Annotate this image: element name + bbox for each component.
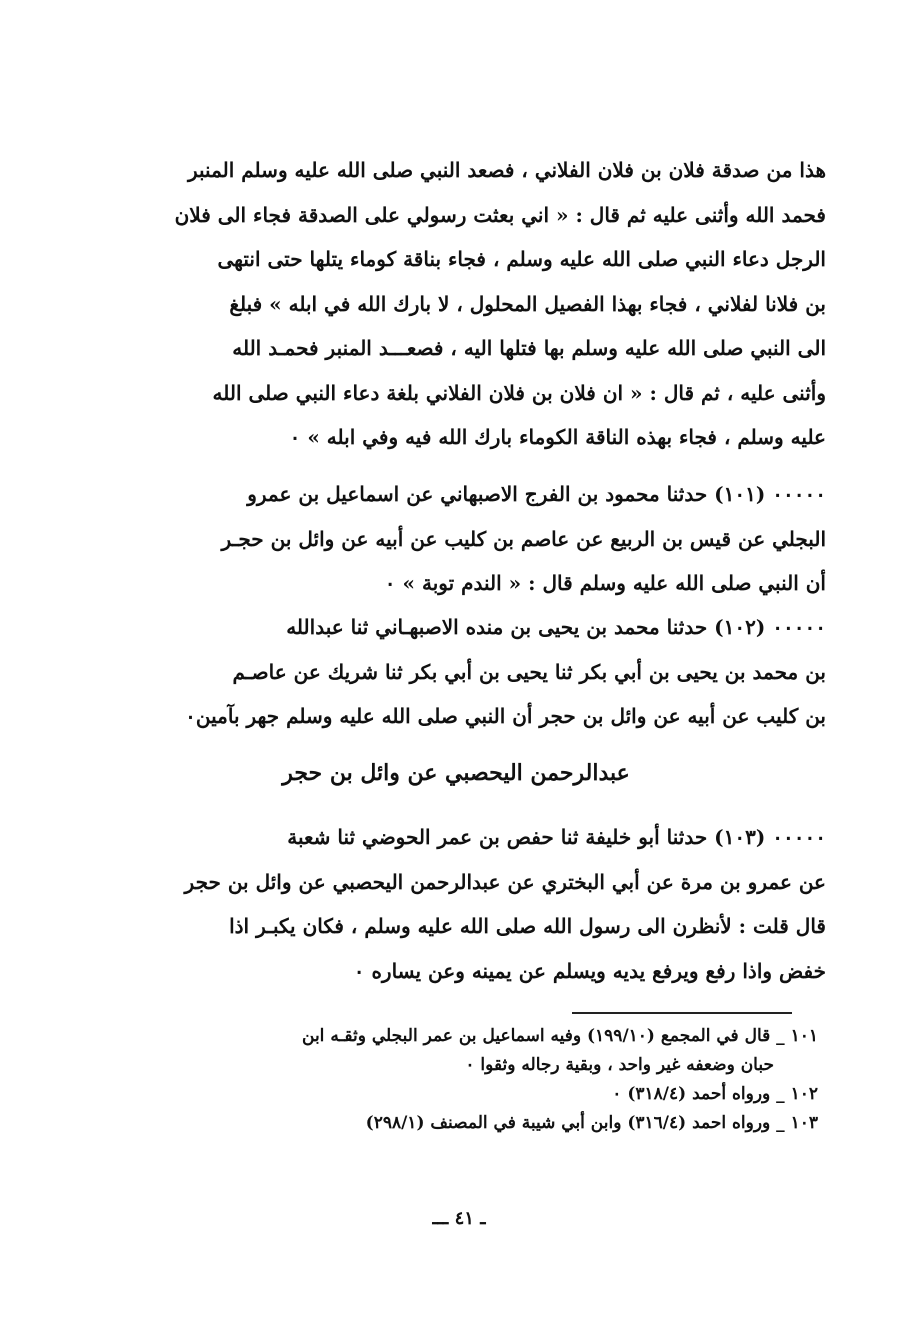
text-line: بن محمد بن يحيى بن أبي بكر ثنا يحيى بن أبي بكر ثنا شريك عن عاصـم (232, 659, 826, 684)
text-line: عن عمرو بن مرة عن أبي البختري عن عبدالرحمن اليحصبي عن وائل بن حجر (184, 869, 826, 894)
text-line: البجلي عن قيس بن الربيع عن عاصم بن كليب عن أبيه عن وائل بن حجـر (221, 526, 826, 551)
text-line: الى النبي صلى الله عليه وسلم بها فتلها اليه ، فصعـــد المنبر فحمـد الله (232, 336, 826, 360)
text-line: بن فلانا لفلاني ، فجاء بهذا الفصيل المحلول ، لا بارك الله في ابله » فبلغ (229, 291, 826, 316)
text-line: قال قلت : لأنظرن الى رسول الله صلى الله عليه وسلم ، فكان يكبـر اذا (229, 914, 826, 938)
footnote-line: ١٠٣ _ ورواه احمد (٣١٦/٤) وابن أبي شيبة في المصنف (٢٩٨/١) (365, 1113, 818, 1133)
footnotes (86, 1022, 818, 1138)
section-heading: عبدالرحمن اليحصبي عن وائل بن حجر (282, 760, 630, 786)
text-line: وأثنى عليه ، ثم قال : « ان فلان بن فلان الفلاني بلغة دعاء النبي صلى الله (212, 380, 826, 405)
paragraph-continued (86, 148, 826, 460)
page-number: ـ ٤١ ـــ (432, 1208, 486, 1229)
hadith-101 (86, 472, 826, 606)
footnote-line: ١٠٢ _ ورواه أحمد (٣١٨/٤) ٠ (612, 1084, 818, 1104)
text-line: أن النبي صلى الله عليه وسلم قال : « الندم توبة » ٠ (384, 571, 826, 595)
text-line: هذا من صدقة فلان بن فلان الفلاني ، فصعد النبي صلى الله عليه وسلم المنبر (187, 158, 826, 182)
text-line: فحمد الله وأثنى عليه ثم قال : « اني بعثت رسولي على الصدقة فجاء الى فلان (174, 202, 826, 227)
text-line: عليه وسلم ، فجاء بهذه الناقة الكوماء بارك الله فيه وفي ابله » ٠ (289, 425, 826, 449)
text-line: بن كليب عن أبيه عن وائل بن حجر أن النبي صلى الله عليه وسلم جهر بآمين٠ (185, 704, 826, 728)
text-line: ٠٠٠٠٠ (١٠١) حدثنا محمود بن الفرج الاصبهاني عن اسماعيل بن عمرو (247, 482, 826, 506)
hadith-103 (86, 815, 826, 993)
footnote-divider (572, 1012, 792, 1014)
footnote-line: حبان وضعفه غير واحد ، وبقية رجاله وثقوا ٠ (465, 1055, 774, 1075)
hadith-102 (86, 605, 826, 739)
text-line: ٠٠٠٠٠ (١٠٢) حدثنا محمد بن يحيى بن منده الاصبهـاني ثنا عبدالله (286, 615, 826, 639)
footnote-line: ١٠١ _ قال في المجمع (١٩٩/١٠) وفيه اسماعيل بن عمر البجلي وثقـه ابن (302, 1026, 818, 1046)
text-line: الرجل دعاء النبي صلى الله عليه وسلم ، فجاء بناقة كوماء يتلها حتى انتهى (217, 247, 826, 271)
text-line: خفض واذا رفع ويرفع يديه ويسلم عن يمينه وعن يساره ٠ (353, 958, 826, 983)
text-line: ٠٠٠٠٠ (١٠٣) حدثنا أبو خليفة ثنا حفص بن عمر الحوضي ثنا شعبة (287, 825, 826, 849)
